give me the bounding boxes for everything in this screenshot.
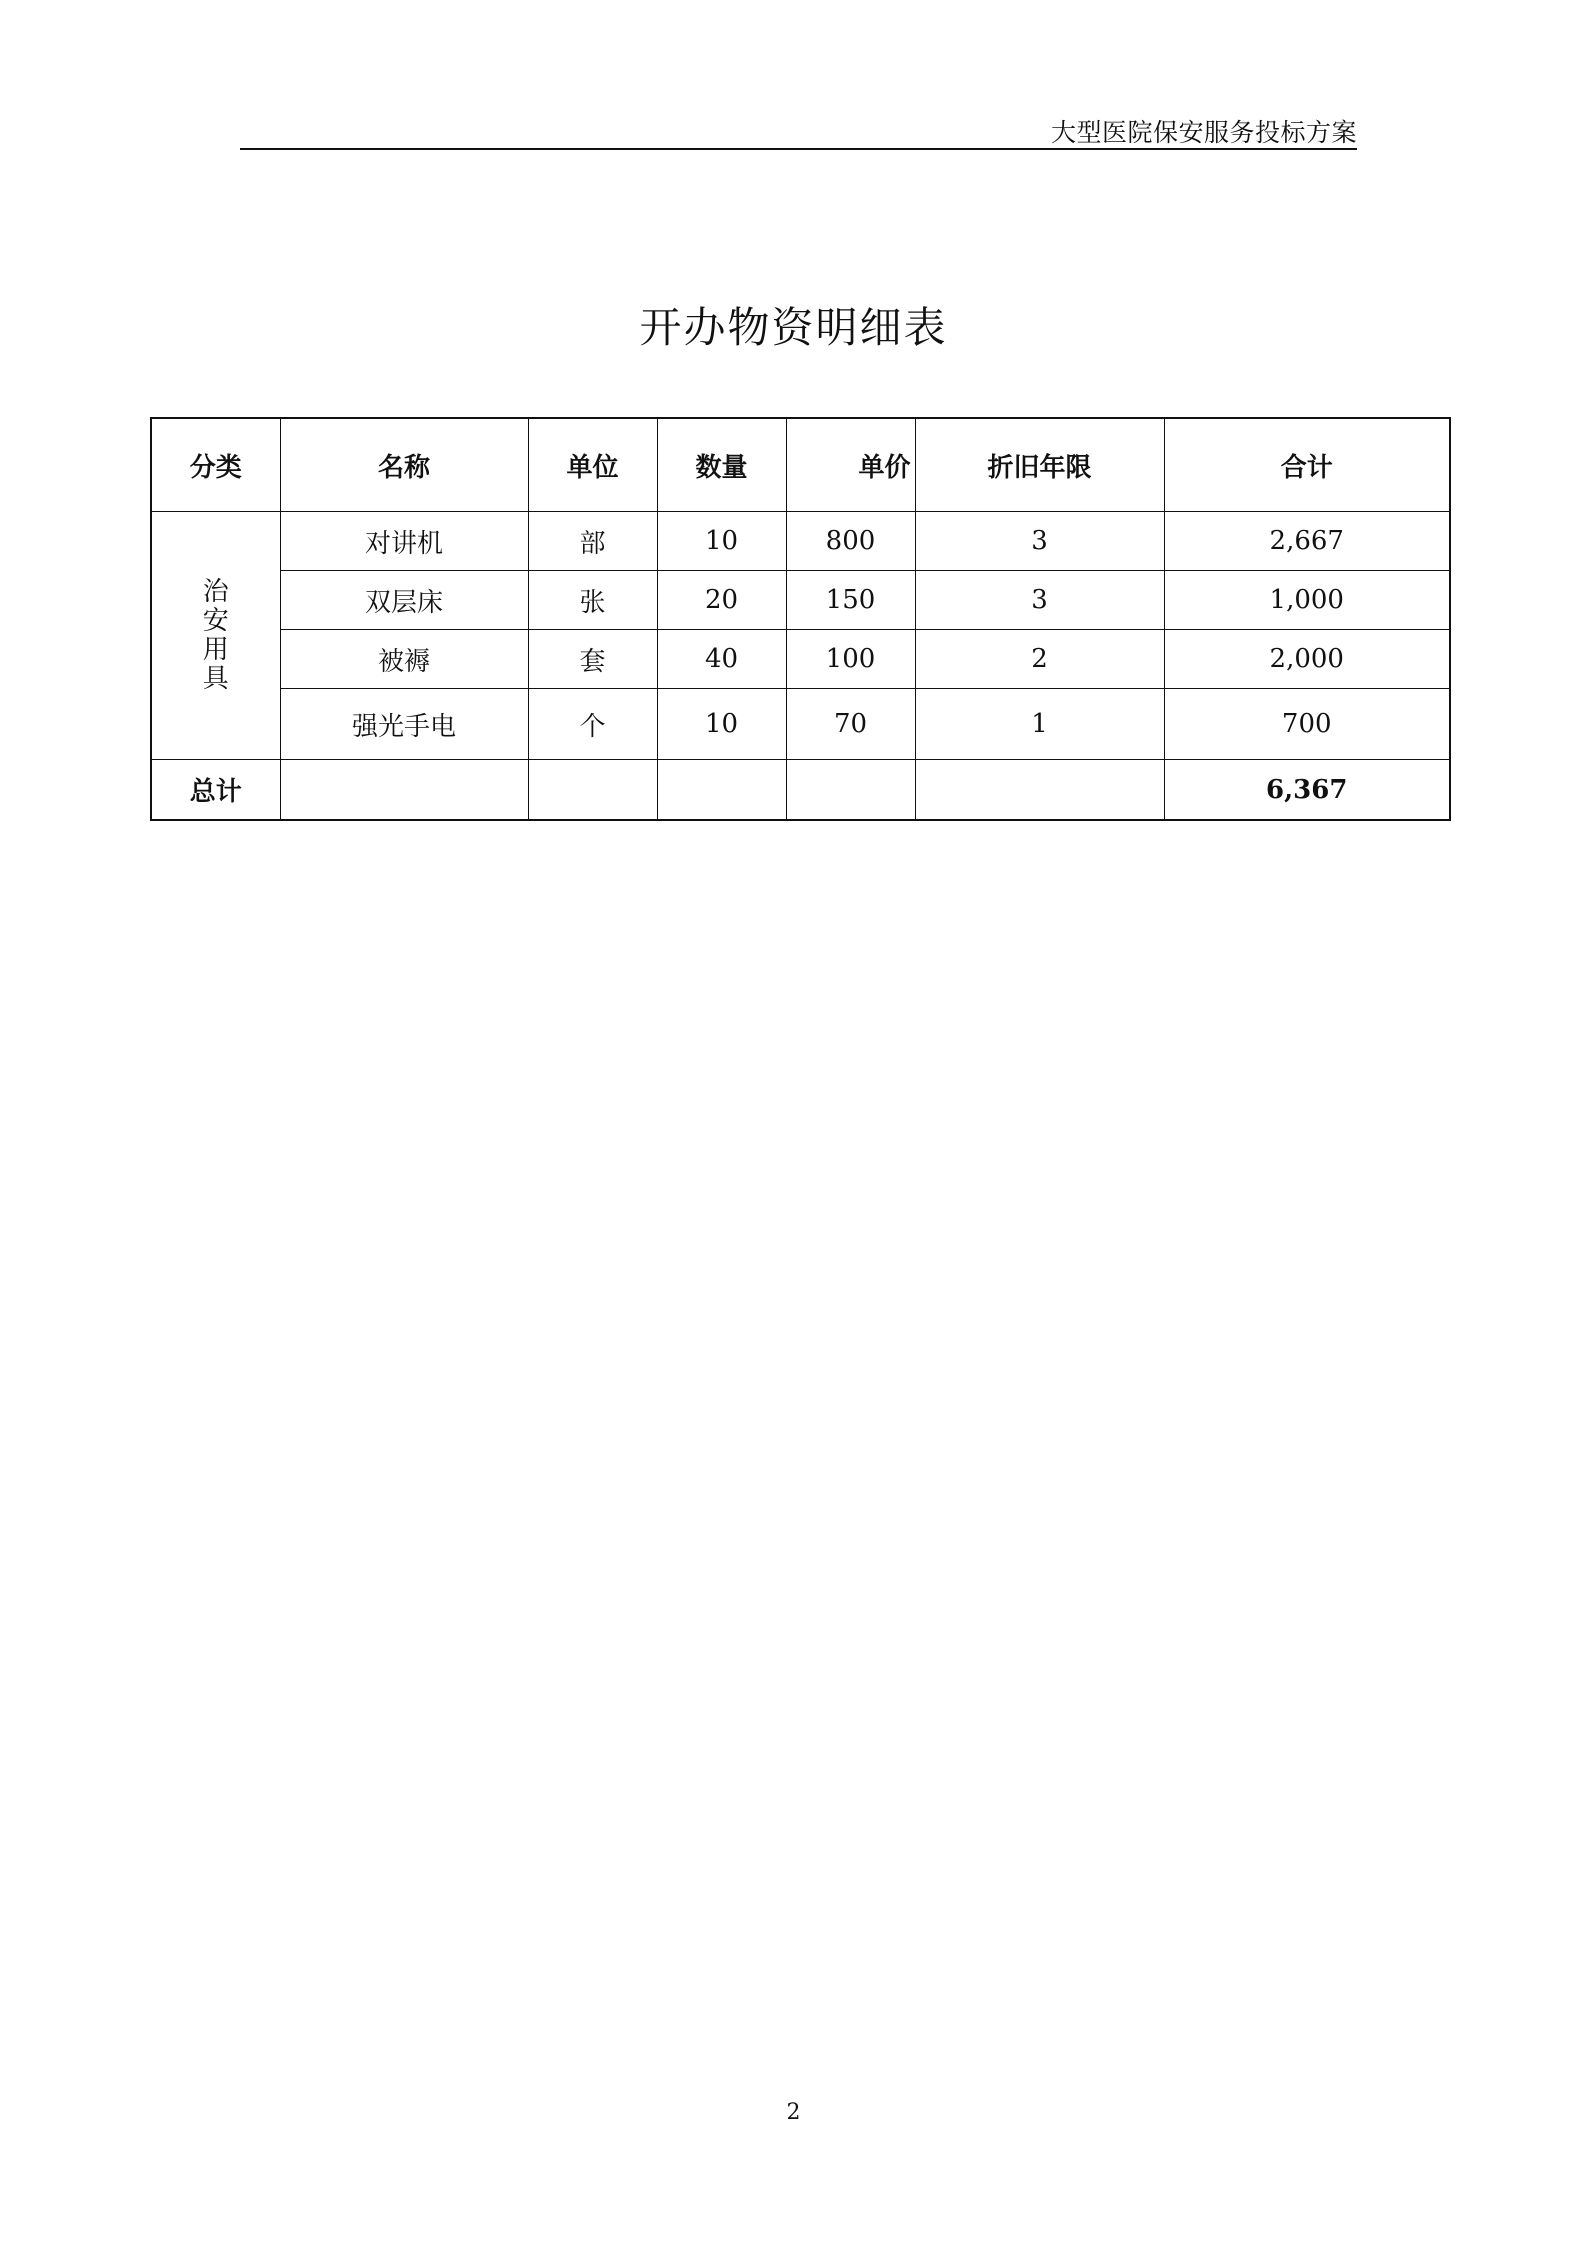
supplies-table bbox=[150, 417, 1451, 821]
column-header-unit-price: 单价 bbox=[786, 418, 915, 512]
item-unit-price: 100 bbox=[786, 630, 915, 689]
category-label: 治安用具 bbox=[202, 576, 229, 694]
item-quantity: 40 bbox=[657, 630, 786, 689]
item-quantity: 10 bbox=[657, 689, 786, 760]
category-cell bbox=[151, 512, 280, 760]
table-row bbox=[151, 512, 1450, 571]
item-unit-price: 150 bbox=[786, 571, 915, 630]
page-number: 2 bbox=[786, 2100, 801, 2125]
document-title: 开办物资明细表 bbox=[639, 303, 948, 352]
column-header-depreciation-years: 折旧年限 bbox=[915, 418, 1164, 512]
item-depreciation-years: 2 bbox=[915, 630, 1164, 689]
item-depreciation-years: 3 bbox=[915, 512, 1164, 571]
table-row bbox=[151, 689, 1450, 760]
item-name: 被褥 bbox=[280, 630, 528, 689]
item-depreciation-years: 1 bbox=[915, 689, 1164, 760]
column-header-total: 合计 bbox=[1164, 418, 1450, 512]
running-header-title: 大型医院保安服务投标方案 bbox=[1050, 118, 1357, 147]
empty-cell bbox=[786, 760, 915, 821]
empty-cell bbox=[657, 760, 786, 821]
item-depreciation-years: 3 bbox=[915, 571, 1164, 630]
column-header-quantity: 数量 bbox=[657, 418, 786, 512]
column-header-category: 分类 bbox=[151, 418, 280, 512]
column-header-unit: 单位 bbox=[528, 418, 657, 512]
table-header-row bbox=[151, 418, 1450, 512]
item-unit: 套 bbox=[528, 630, 657, 689]
item-unit-price: 70 bbox=[786, 689, 915, 760]
item-unit: 张 bbox=[528, 571, 657, 630]
empty-cell bbox=[280, 760, 528, 821]
item-quantity: 20 bbox=[657, 571, 786, 630]
table-row bbox=[151, 571, 1450, 630]
item-name: 对讲机 bbox=[280, 512, 528, 571]
item-name: 双层床 bbox=[280, 571, 528, 630]
item-total: 1,000 bbox=[1164, 571, 1450, 630]
table-row bbox=[151, 630, 1450, 689]
item-unit-price: 800 bbox=[786, 512, 915, 571]
empty-cell bbox=[915, 760, 1164, 821]
item-total: 2,667 bbox=[1164, 512, 1450, 571]
header-rule bbox=[240, 148, 1357, 150]
grand-total: 6,367 bbox=[1164, 760, 1450, 821]
total-label: 总计 bbox=[151, 760, 280, 821]
empty-cell bbox=[528, 760, 657, 821]
item-total: 2,000 bbox=[1164, 630, 1450, 689]
item-unit: 部 bbox=[528, 512, 657, 571]
item-quantity: 10 bbox=[657, 512, 786, 571]
item-name: 强光手电 bbox=[280, 689, 528, 760]
item-total: 700 bbox=[1164, 689, 1450, 760]
item-unit: 个 bbox=[528, 689, 657, 760]
total-row bbox=[151, 760, 1450, 821]
column-header-name: 名称 bbox=[280, 418, 528, 512]
